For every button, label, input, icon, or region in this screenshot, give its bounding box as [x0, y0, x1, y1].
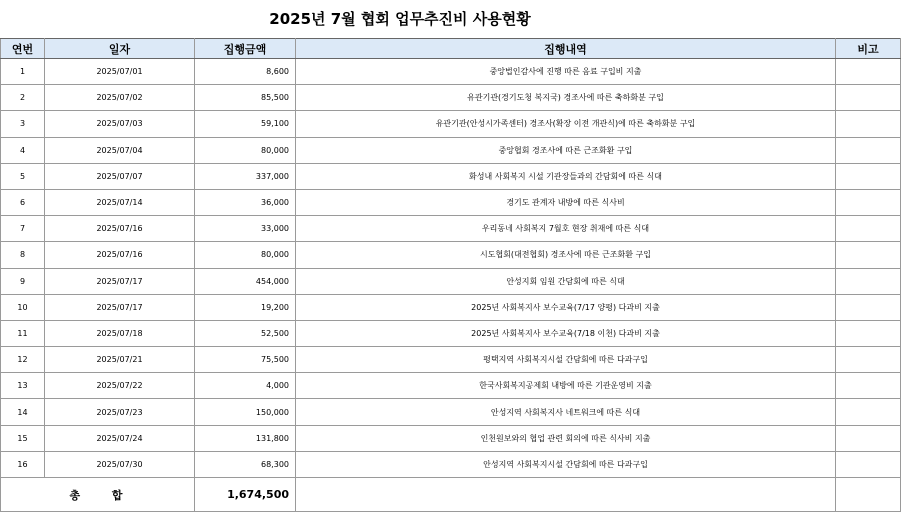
cell-note — [836, 111, 901, 137]
cell-date: 2025/07/30 — [45, 451, 195, 477]
cell-amount: 68,300 — [195, 451, 296, 477]
cell-amount: 59,100 — [195, 111, 296, 137]
page-title: 2025년 7월 협회 업무추진비 사용현황 — [269, 10, 531, 28]
cell-note — [836, 320, 901, 346]
cell-note — [836, 451, 901, 477]
cell-amount: 80,000 — [195, 242, 296, 268]
cell-no: 15 — [1, 425, 45, 451]
table-row — [1, 163, 901, 189]
cell-amount: 19,200 — [195, 294, 296, 320]
cell-note — [836, 425, 901, 451]
cell-detail: 중앙법인감사에 진행 따른 음료 구입비 지출 — [296, 59, 836, 85]
table-row — [1, 320, 901, 346]
cell-detail: 인천원보와의 협업 관련 회의에 따른 식사비 지출 — [296, 425, 836, 451]
cell-date: 2025/07/21 — [45, 347, 195, 373]
expense-table — [0, 38, 901, 512]
total-note-cell — [836, 478, 901, 512]
cell-date: 2025/07/01 — [45, 59, 195, 85]
cell-amount: 80,000 — [195, 137, 296, 163]
cell-date: 2025/07/22 — [45, 373, 195, 399]
cell-date: 2025/07/14 — [45, 189, 195, 215]
cell-no: 13 — [1, 373, 45, 399]
cell-no: 10 — [1, 294, 45, 320]
cell-amount: 8,600 — [195, 59, 296, 85]
cell-amount: 36,000 — [195, 189, 296, 215]
table-row — [1, 59, 901, 85]
table-row — [1, 425, 901, 451]
cell-detail: 시도협회(대전협회) 경조사에 따른 근조화환 구입 — [296, 242, 836, 268]
cell-note — [836, 268, 901, 294]
cell-amount: 4,000 — [195, 373, 296, 399]
cell-detail: 중앙협회 경조사에 따른 근조화환 구입 — [296, 137, 836, 163]
total-row — [1, 478, 901, 512]
cell-note — [836, 59, 901, 85]
cell-no: 6 — [1, 189, 45, 215]
cell-detail: 2025년 사회복지사 보수교육(7/17 양평) 다과비 지출 — [296, 294, 836, 320]
table-row — [1, 85, 901, 111]
cell-date: 2025/07/17 — [45, 268, 195, 294]
cell-note — [836, 189, 901, 215]
cell-note — [836, 347, 901, 373]
cell-detail: 우리동네 사회복지 7월호 현장 취재에 따른 식대 — [296, 216, 836, 242]
table-row — [1, 189, 901, 215]
cell-date: 2025/07/16 — [45, 242, 195, 268]
cell-no: 14 — [1, 399, 45, 425]
cell-note — [836, 242, 901, 268]
cell-amount: 131,800 — [195, 425, 296, 451]
total-label: 총 합 — [1, 478, 195, 512]
total-amount: 1,674,500 — [195, 478, 296, 512]
cell-amount: 33,000 — [195, 216, 296, 242]
cell-date: 2025/07/04 — [45, 137, 195, 163]
table-row — [1, 451, 901, 477]
table-row — [1, 137, 901, 163]
cell-date: 2025/07/24 — [45, 425, 195, 451]
cell-no: 1 — [1, 59, 45, 85]
cell-date: 2025/07/16 — [45, 216, 195, 242]
cell-detail: 안성지역 사회복지사 네트워크에 따른 식대 — [296, 399, 836, 425]
cell-note — [836, 399, 901, 425]
cell-no: 7 — [1, 216, 45, 242]
col-header-date: 일자 — [45, 39, 195, 59]
cell-no: 16 — [1, 451, 45, 477]
cell-date: 2025/07/07 — [45, 163, 195, 189]
cell-no: 5 — [1, 163, 45, 189]
total-detail-cell — [296, 478, 836, 512]
col-header-no: 연번 — [1, 39, 45, 59]
cell-detail: 경기도 관계자 내방에 따른 식사비 — [296, 189, 836, 215]
cell-no: 11 — [1, 320, 45, 346]
cell-amount: 150,000 — [195, 399, 296, 425]
cell-amount: 52,500 — [195, 320, 296, 346]
cell-note — [836, 163, 901, 189]
cell-amount: 85,500 — [195, 85, 296, 111]
table-row — [1, 216, 901, 242]
cell-detail: 안성지회 임원 간담회에 따른 식대 — [296, 268, 836, 294]
cell-no: 4 — [1, 137, 45, 163]
col-header-amount: 집행금액 — [195, 39, 296, 59]
cell-date: 2025/07/18 — [45, 320, 195, 346]
cell-detail: 유관기관(경기도청 복지국) 경조사에 따른 축하화분 구입 — [296, 85, 836, 111]
cell-amount: 454,000 — [195, 268, 296, 294]
cell-amount: 75,500 — [195, 347, 296, 373]
cell-note — [836, 216, 901, 242]
cell-note — [836, 373, 901, 399]
cell-detail: 유관기관(안성시가족센터) 경조사(확장 이전 개관식)에 따른 축하화분 구입 — [296, 111, 836, 137]
col-header-note: 비고 — [836, 39, 901, 59]
table-row — [1, 373, 901, 399]
cell-note — [836, 294, 901, 320]
cell-detail: 평택지역 사회복지시설 간담회에 따른 다과구입 — [296, 347, 836, 373]
table-header-row — [1, 39, 901, 59]
cell-date: 2025/07/23 — [45, 399, 195, 425]
table-row — [1, 111, 901, 137]
table-row — [1, 294, 901, 320]
table-row — [1, 399, 901, 425]
cell-note — [836, 137, 901, 163]
cell-detail: 2025년 사회복지사 보수교육(7/18 이천) 다과비 지출 — [296, 320, 836, 346]
col-header-detail: 집행내역 — [296, 39, 836, 59]
table-row — [1, 268, 901, 294]
cell-no: 9 — [1, 268, 45, 294]
table-row — [1, 242, 901, 268]
cell-date: 2025/07/17 — [45, 294, 195, 320]
cell-date: 2025/07/03 — [45, 111, 195, 137]
cell-date: 2025/07/02 — [45, 85, 195, 111]
table-body — [1, 59, 901, 478]
cell-note — [836, 85, 901, 111]
cell-no: 12 — [1, 347, 45, 373]
cell-no: 8 — [1, 242, 45, 268]
cell-detail: 화성내 사회복지 시설 기관장들과의 간담회에 따른 식대 — [296, 163, 836, 189]
cell-no: 3 — [1, 111, 45, 137]
cell-no: 2 — [1, 85, 45, 111]
cell-amount: 337,000 — [195, 163, 296, 189]
cell-detail: 안성지역 사회복지시설 간담회에 따른 다과구입 — [296, 451, 836, 477]
table-row — [1, 347, 901, 373]
cell-detail: 한국사회복지공제회 내방에 따른 기관운영비 지출 — [296, 373, 836, 399]
